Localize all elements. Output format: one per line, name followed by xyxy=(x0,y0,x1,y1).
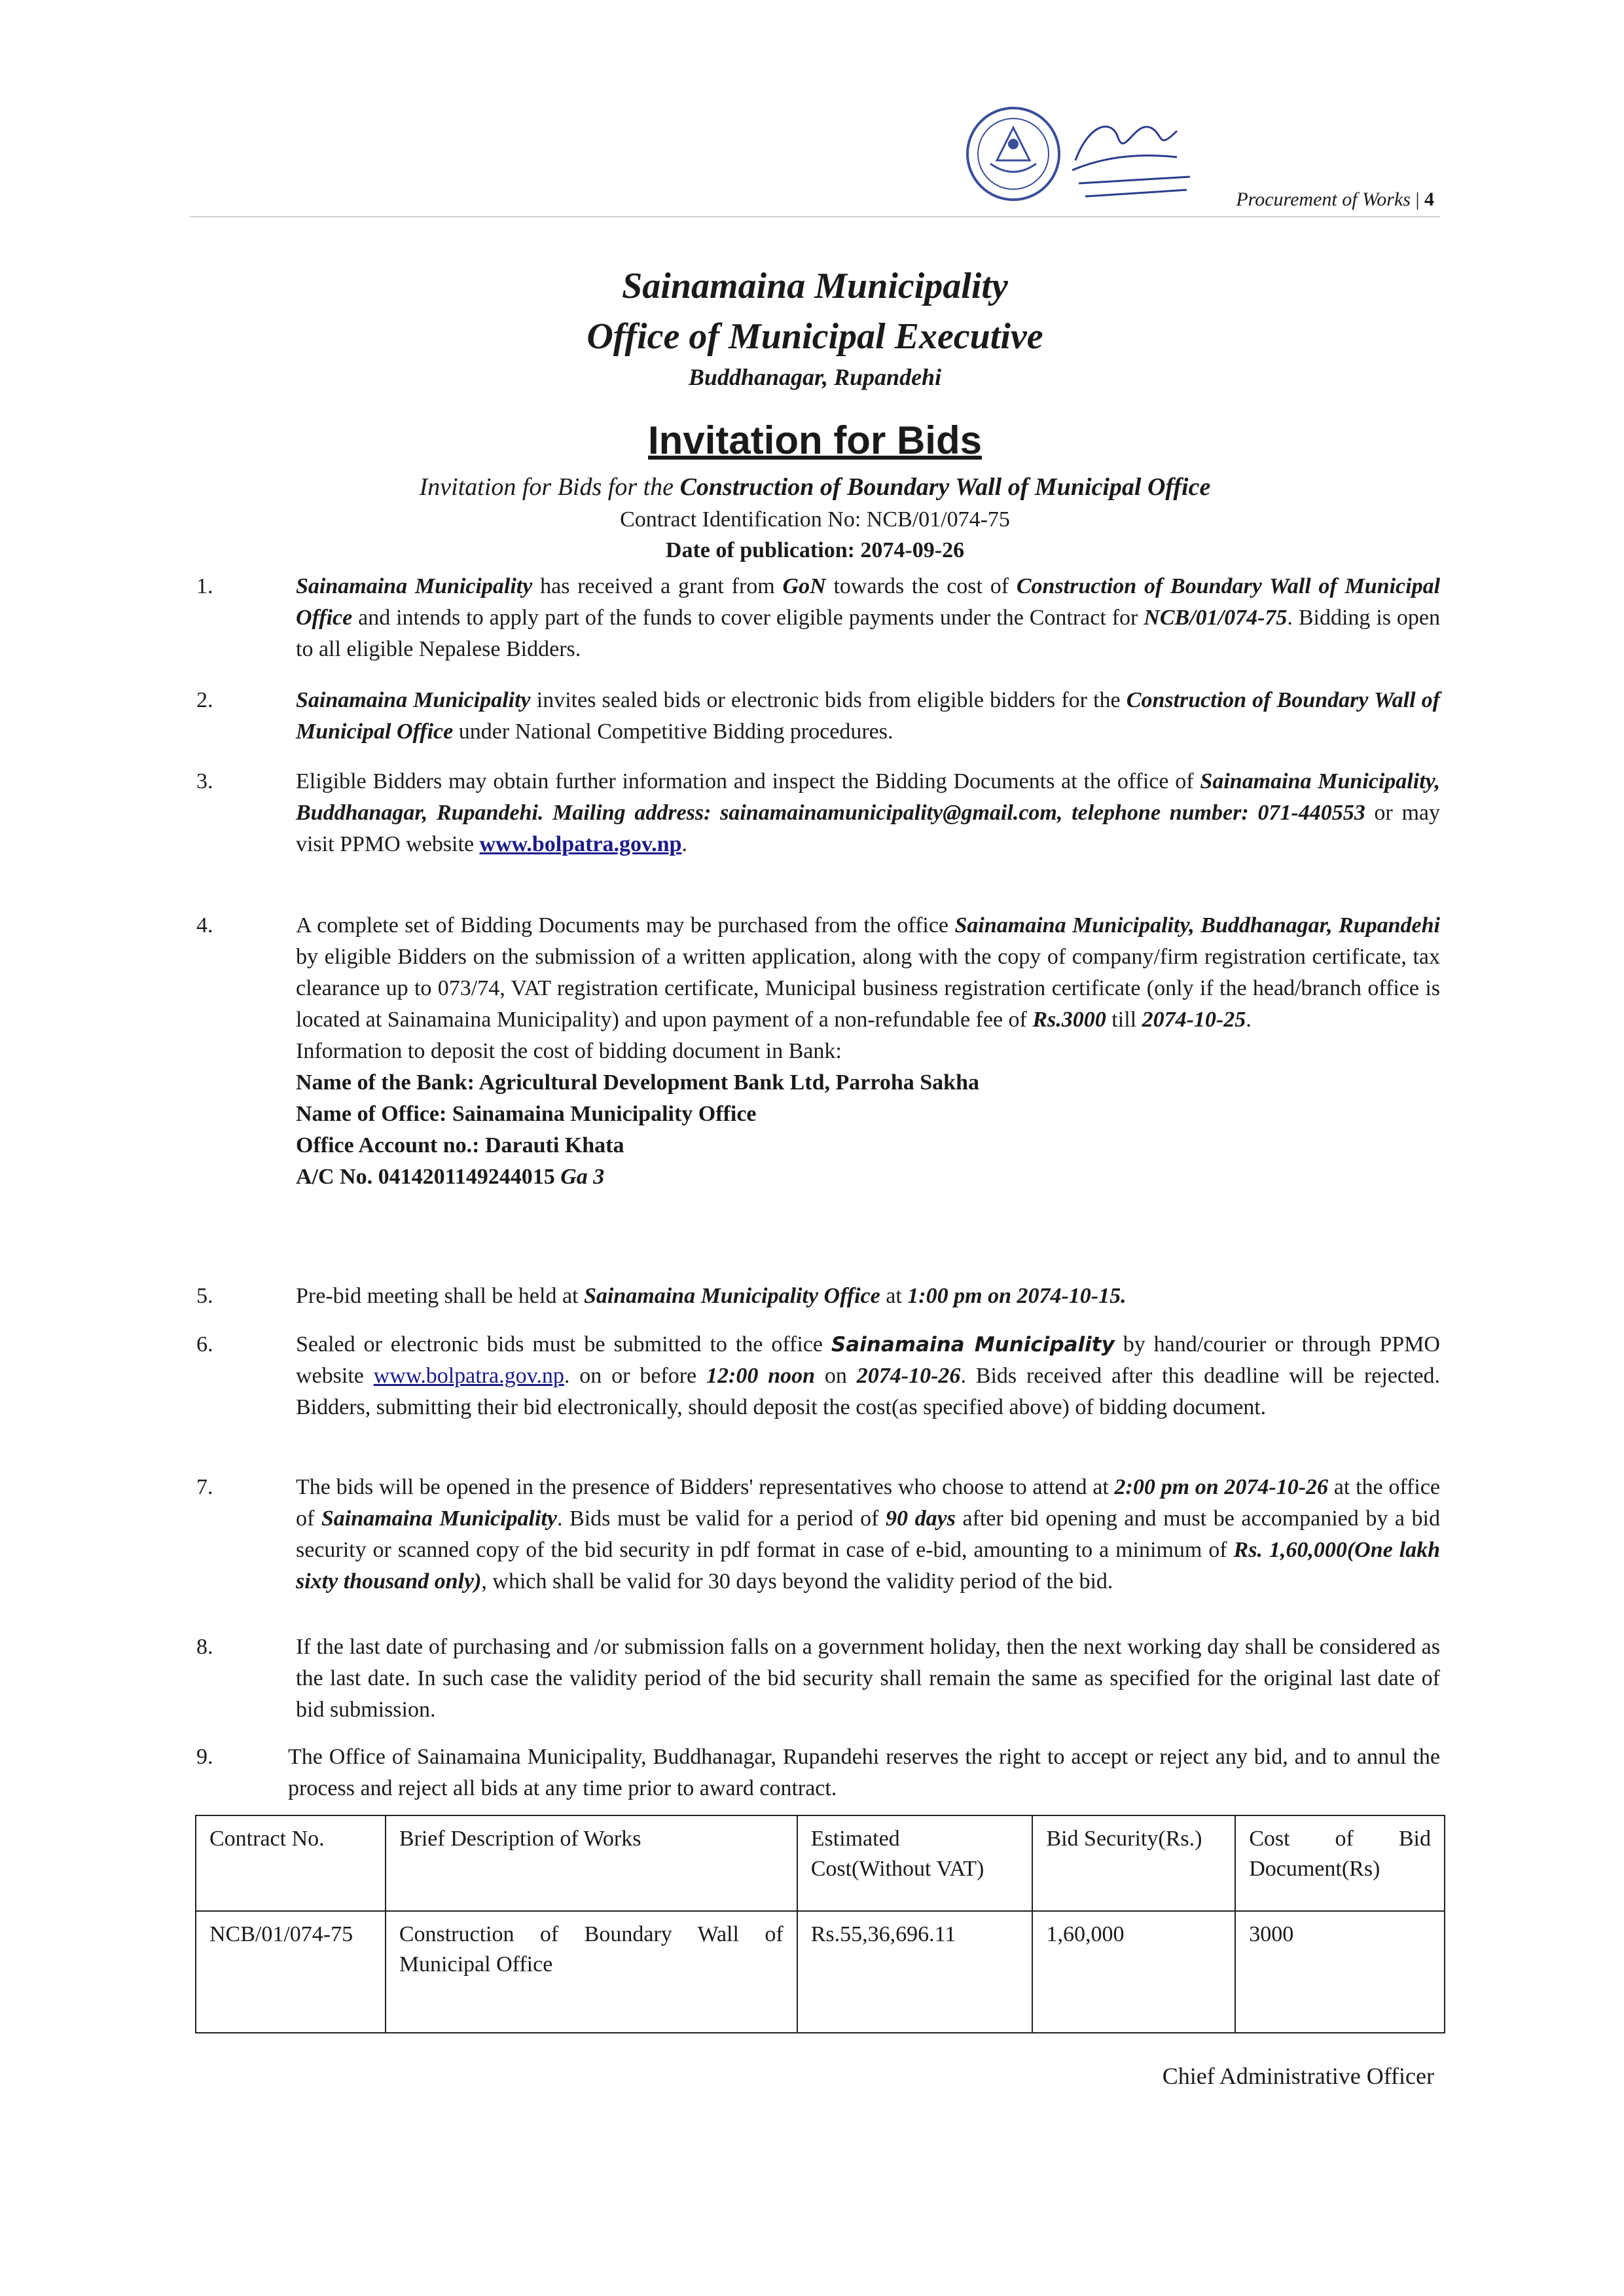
item-number: 5. xyxy=(196,1284,213,1308)
text-run: Rs. 1,60,000(One lakh sixty thousand only) xyxy=(296,1538,1441,1594)
text-run: at xyxy=(880,1284,908,1308)
text-run: by hand/courier or through PPMO website xyxy=(296,1332,1440,1388)
text-run: 90 days xyxy=(886,1506,956,1531)
text-run: Sainamaina Municipality xyxy=(296,688,531,712)
text-run: Construction of Boundary Wall of Municipal Office xyxy=(296,574,1441,630)
list-item-7 xyxy=(196,1472,1440,1597)
text-run: 2:00 pm on 2074-10-26 xyxy=(1114,1475,1329,1499)
table-cell: NCB/01/074-75 xyxy=(196,1911,386,2033)
text-run: 12:00 noon xyxy=(706,1364,816,1388)
text-run: Sainamaina Municipality Office xyxy=(584,1284,880,1308)
table-header-row xyxy=(196,1815,1445,1911)
running-header xyxy=(1236,189,1434,211)
text-run: GoN xyxy=(782,574,826,598)
table-row xyxy=(196,1911,1445,2033)
table-cell: 3000 xyxy=(1235,1911,1445,2033)
signatory-title: Chief Administrative Officer xyxy=(1162,2063,1434,2089)
column-header: Cost of Bid Document(Rs) xyxy=(1235,1815,1445,1911)
item-number: 9. xyxy=(196,1745,213,1769)
item-text xyxy=(296,685,1440,748)
contract-table xyxy=(195,1815,1445,2033)
running-title: Procurement of Works xyxy=(1236,189,1411,210)
contract-id: Contract Identification No: NCB/01/074-75 xyxy=(620,507,1010,532)
item-text: The Office of Sainamaina Municipality, Buddhanagar, Rupandehi reserves the right to accept or reject any bid, and to annul the process and reject all bids at any time prior to award contract. xyxy=(288,1745,1440,1800)
item-text xyxy=(296,1281,1440,1312)
item-number: 1. xyxy=(196,574,213,598)
item-text xyxy=(296,1472,1440,1597)
list-item-8 xyxy=(196,1631,1440,1726)
text-run: has received a grant from xyxy=(532,574,783,598)
text-run: 1:00 pm on 2074-10-15. xyxy=(907,1284,1127,1308)
column-header: Bid Security(Rs.) xyxy=(1032,1815,1235,1911)
item-number: 6. xyxy=(196,1332,213,1357)
ac-number: A/C No. 0414201149244015 xyxy=(296,1165,561,1189)
office-location: Buddhanagar, Rupandehi xyxy=(688,364,942,390)
text-run: or may visit PPMO website xyxy=(296,801,1440,856)
subtitle xyxy=(190,473,1440,501)
header-rule xyxy=(190,216,1440,217)
text-run: Pre-bid meeting shall be held at xyxy=(296,1284,584,1308)
text-run: after bid opening and must be accompanied by a bid security or scanned copy of the bid security in pdf format in case of e-bid, amounting to a minimum of xyxy=(296,1506,1440,1562)
item-text: If the last date of purchasing and /or submission falls on a government holiday, then the next working day shall be considered as the last date. In such case the validity period of the bid security shall remain the same as specified for the original last date of bid submission. xyxy=(296,1635,1440,1722)
list-item-1 xyxy=(196,571,1440,665)
bank-account: Office Account no.: Darauti Khata xyxy=(296,1133,624,1157)
list-item-9 xyxy=(196,1741,1440,1804)
text-run: Sainamaina Municipality, Buddhanagar, Rupandehi xyxy=(954,913,1440,938)
text-run: The bids will be opened in the presence of Bidders' representatives who choose to attend at xyxy=(296,1475,1115,1499)
text-run: Construction of Boundary Wall of Municipal Office xyxy=(296,688,1440,744)
bank-office-name: Name of Office: Sainamaina Municipality Office xyxy=(296,1102,757,1126)
list-item-3 xyxy=(196,766,1440,860)
seal-icon xyxy=(967,108,1059,200)
list-item-2 xyxy=(196,685,1440,748)
list-item-4 xyxy=(196,910,1440,1193)
page-number: 4 xyxy=(1424,189,1434,210)
item-number: 8. xyxy=(196,1635,213,1659)
item-number: 3. xyxy=(196,769,213,793)
text-run: Eligible Bidders may obtain further information and inspect the Bidding Documents at the office of xyxy=(296,769,1200,793)
office-name: Office of Municipal Executive xyxy=(586,316,1043,357)
item-text xyxy=(296,766,1440,860)
list-item-6 xyxy=(196,1329,1440,1423)
item-number: 2. xyxy=(196,688,213,712)
subtitle-prefix: Invitation for Bids for the xyxy=(419,473,674,501)
text-run: towards the cost of xyxy=(825,574,1017,598)
header-separator: | xyxy=(1415,189,1424,210)
text-run: A complete set of Bidding Documents may be purchased from the office xyxy=(296,913,955,938)
table-cell: Rs.55,36,696.11 xyxy=(797,1911,1033,2033)
text-run: at the office of xyxy=(296,1475,1441,1531)
ppmo-website-link[interactable]: www.bolpatra.gov.np xyxy=(373,1364,564,1388)
signature-icon xyxy=(1072,126,1190,196)
text-run: under National Competitive Bidding procedures. xyxy=(453,720,893,744)
column-header: Contract No. xyxy=(196,1815,386,1911)
official-seal-and-signature xyxy=(961,98,1210,210)
text-run: . Bids must be valid for a period of xyxy=(556,1506,886,1531)
org-name: Sainamaina Municipality xyxy=(622,266,1008,306)
ac-suffix: Ga 3 xyxy=(560,1165,605,1189)
text-run: 2074-10-26 xyxy=(856,1364,961,1388)
doc-title: Invitation for Bids xyxy=(648,418,982,462)
text-run: 2074-10-25 xyxy=(1142,1008,1246,1032)
item-number: 4. xyxy=(196,913,213,938)
text-run: . xyxy=(681,832,687,856)
column-header: Estimated Cost(Without VAT) xyxy=(797,1815,1033,1911)
item-text xyxy=(296,1329,1440,1423)
text-run: Sainamaina Municipality xyxy=(321,1506,557,1531)
text-run: Sainamaina Municipality xyxy=(296,574,533,598)
column-header: Brief Description of Works xyxy=(386,1815,797,1911)
text-run: by eligible Bidders on the submission of a written application, along with the copy of company/firm registration certificate, tax clearance up to 073/74, VAT registration certificate, Municipal business registration certificate (only if the head/branch office is located at Sainamaina Municipality) and upon payment of a non-refundable fee of xyxy=(296,945,1440,1032)
text-run: Sealed or electronic bids must be submitted to the office xyxy=(296,1332,831,1357)
text-run: NCB/01/074-75 xyxy=(1144,606,1288,630)
text-run: . Bidding is open to all eligible Nepalese Bidders. xyxy=(296,606,1440,661)
item-text xyxy=(296,910,1440,1193)
text-run: Rs.3000 xyxy=(1032,1008,1106,1032)
bank-ac-number xyxy=(296,1161,1440,1193)
text-run: on xyxy=(815,1364,857,1388)
list-item-5 xyxy=(196,1281,1440,1312)
text-run: and intends to apply part of the funds to cover eligible payments under the Contract for xyxy=(352,606,1144,630)
text-run: till xyxy=(1106,1008,1142,1032)
text-run: Sainamaina Municipality xyxy=(831,1333,1115,1357)
text-run: invites sealed bids or electronic bids from eligible bidders for the xyxy=(530,688,1127,712)
table-cell: Construction of Boundary Wall of Municipal Office xyxy=(386,1911,797,2033)
publication-date: Date of publication: 2074-09-26 xyxy=(665,538,965,562)
text-run: , which shall be valid for 30 days beyond the validity period of the bid. xyxy=(481,1569,1113,1594)
subtitle-project: Construction of Boundary Wall of Municipal Office xyxy=(679,473,1211,501)
text-run: . Bids received after this deadline will be rejected. Bidders, submitting their bid electronically, should deposit the cost(as specified above) of bidding document. xyxy=(296,1364,1441,1419)
ppmo-website-link[interactable]: www.bolpatra.gov.np xyxy=(479,832,682,856)
text-run: . xyxy=(1246,1008,1252,1032)
bank-info-intro: Information to deposit the cost of bidding document in Bank: xyxy=(296,1039,842,1063)
text-run: . on or before xyxy=(564,1364,707,1388)
bank-name: Name of the Bank: Agricultural Development Bank Ltd, Parroha Sakha xyxy=(296,1070,979,1095)
item-text xyxy=(296,571,1440,665)
text-run: Sainamaina Municipality, Buddhanagar, Rupandehi. Mailing address: sainamainamunicipality@gmail.com, telephone number: 071-440553 xyxy=(296,769,1440,825)
item-number: 7. xyxy=(196,1475,213,1499)
table-cell: 1,60,000 xyxy=(1032,1911,1235,2033)
